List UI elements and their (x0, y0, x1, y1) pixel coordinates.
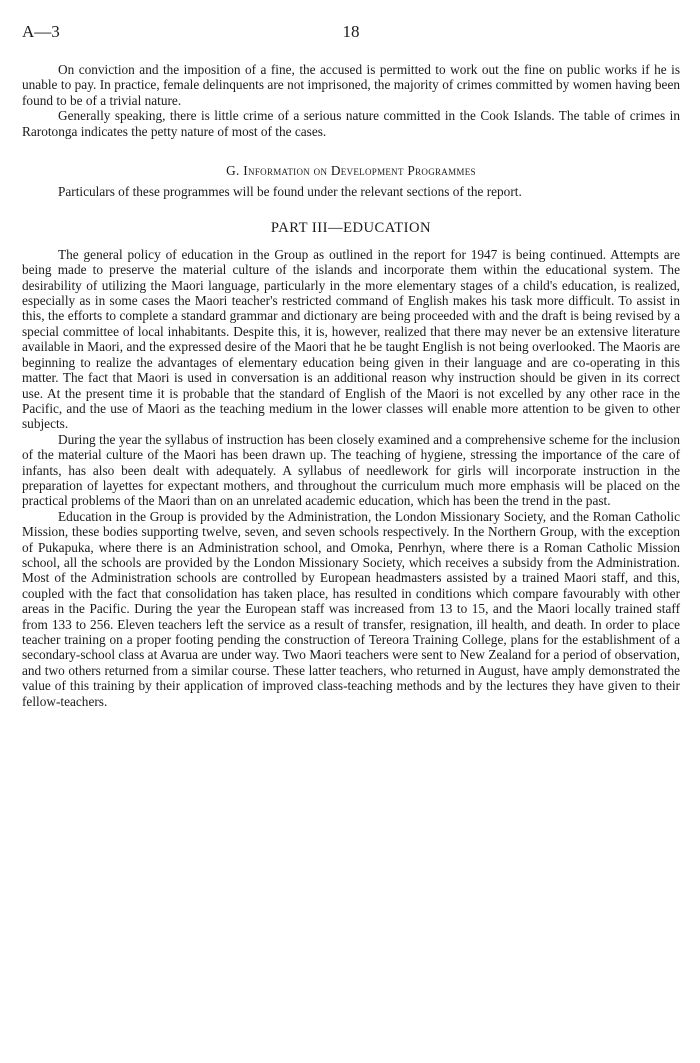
part-heading-education: PART III—EDUCATION (270, 219, 432, 236)
document-reference: A—3 (22, 22, 60, 41)
page-header (22, 22, 680, 44)
paragraph-education-policy: The general policy of education in the Group as outlined in the report for 1947 is being continued. Attempts are being made to preserve the material culture of the islands and incorporate them within the educational system. The desirability of utilizing the Maori language, particularly in the more elementary stages of a child's education, is realized, especially as in some cases the Maori teacher's restricted command of English makes his task more difficult. To assist in this, the efforts to complete a standard grammar and dictionary are being proceeded with and the draft is being revised by a special committee of local inhabitants. Despite this, it is, however, realized that there may never be an extensive literature available in Maori, and the expressed desire of the Maori that he be taught English is not being overlooked. The Maoris are beginning to realize the advantages of elementary education being given in their language and are co-operating in this matter. The fact that Maori is used in conversation is an additional reason why instruction should be given in its correct use. At the present time it is probable that the standard of English of the Maori is not excelled by any other race in the Pacific, and the use of Maori as the teaching medium in the lower classes will enable more attention to be given to other subjects. (22, 246, 680, 432)
section-heading-development: G. Information on Development Programmes (226, 163, 476, 179)
paragraph-schools: Education in the Group is provided by the Administration, the London Missionary Society, and the Roman Catholic Mission, these bodies supporting twelve, seven, and seven schools respectively. In the Northern Group, with the exception of Pukapuka, where there is an Administration school, and Omoka, Penrhyn, where there is a Roman Catholic Mission school, all the schools are provided by the London Missionary Society, which receives a subsidy from the Administration. Most of the Administration schools are controlled by European headmasters assisted by a trained Maori staff, and this, coupled with the fact that consolidation has taken place, has resulted in conditions which compare favourably with other areas in the Pacific. During the year the European staff was increased from 13 to 15, and the Maori locally trained staff from 133 to 256. Eleven teachers left the service as a result of transfer, resignation, ill health, and death. In order to place teacher training on a proper footing pending the construction of Tereora Training College, plans for the establishment of a secondary-school class at Avarua are under way. Two Maori teachers were sent to New Zealand for a period of observation, and two others returned from a similar course. These latter teachers, who returned in August, have amply demonstrated the value of this training by their application of improved class-teaching methods and by the lectures they have given to their fellow-teachers. (22, 508, 680, 709)
paragraph-syllabus: During the year the syllabus of instruction has been closely examined and a comprehensive scheme for the inclusion of the material culture of the Maori has been drawn up. The teaching of hygiene, stressing the importance of the care of infants, has also been dealt with adequately. A syllabus of needlework for girls will incorporate instruction in the preparation of layettes for expectant mothers, and throughout the curriculum much more emphasis will be placed on the practical problems of the Maori than on an unrelated academic education, which has been the trend in the past. (22, 431, 680, 509)
document-body (22, 62, 680, 709)
page-number: 18 (342, 22, 360, 41)
paragraph-crime-summary: Generally speaking, there is little crime of a serious nature committed in the Cook Islands. The table of crimes in Rarotonga indicates the petty nature of most of the cases. (22, 108, 680, 139)
paragraph-development: Particulars of these programmes will be found under the relevant sections of the report. (58, 184, 522, 200)
paragraph-fines: On conviction and the imposition of a fine, the accused is permitted to work out the fine on public works if he is unable to pay. In practice, female delinquents are not imprisoned, the majority of crimes committed by women having been found to be of a trivial nature. (22, 62, 680, 108)
